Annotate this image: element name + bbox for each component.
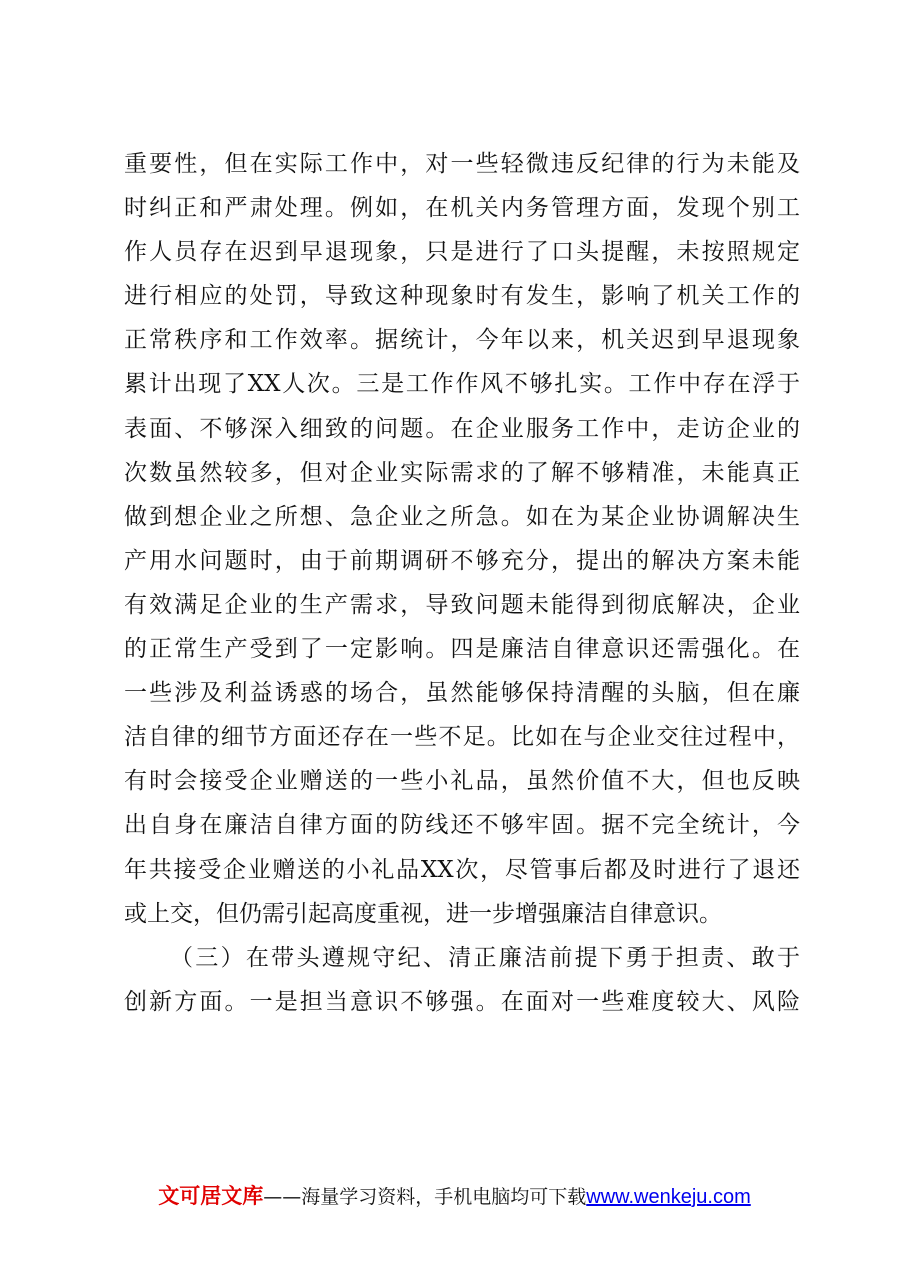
- text-line: 或上交，但仍需引起高度重视，进一步增强廉洁自律意识。: [124, 900, 722, 927]
- text-line: 洁自律的细节方面还存在一些不足。比如在与企业交往过程中，: [124, 724, 800, 751]
- text-line: 表面、不够深入细致的问题。在企业服务工作中，走访企业的: [124, 415, 800, 442]
- paragraph-2: [124, 936, 800, 1024]
- text-line: 次数虽然较多，但对企业实际需求的了解不够精准，未能真正: [124, 459, 800, 486]
- paragraph-1: [124, 142, 800, 936]
- website-link[interactable]: www.wenkeju.com: [586, 1186, 751, 1208]
- text-line: 的正常生产受到了一定影响。四是廉洁自律意识还需强化。在: [124, 636, 800, 663]
- section-heading-line: （三）在带头遵规守纪、清正廉洁前提下勇于担责、敢于: [170, 944, 800, 971]
- brand-name: 文可居文库: [158, 1184, 264, 1208]
- text-line: 时纠正和严肃处理。例如，在机关内务管理方面，发现个别工: [124, 195, 800, 222]
- text-line: 出自身在廉洁自律方面的防线还不够牢固。据不完全统计，今: [124, 812, 800, 839]
- text-line: 作人员存在迟到早退现象，只是进行了口头提醒，未按照规定: [124, 239, 800, 266]
- document-body: [124, 142, 800, 1024]
- text-line: 一些涉及利益诱惑的场合，虽然能够保持清醒的头脑，但在廉: [124, 680, 800, 707]
- text-line: 创新方面。一是担当意识不够强。在面对一些难度较大、风险: [124, 988, 800, 1015]
- text-line: 年共接受企业赠送的小礼品XX次，尽管事后都及时进行了退还: [124, 856, 800, 883]
- text-line: 有效满足企业的生产需求，导致问题未能得到彻底解决，企业: [124, 591, 800, 618]
- text-line: 正常秩序和工作效率。据统计，今年以来，机关迟到早退现象: [124, 327, 800, 354]
- text-line: 进行相应的处罚，导致这种现象时有发生，影响了机关工作的: [124, 283, 800, 310]
- text-line: 重要性，但在实际工作中，对一些轻微违反纪律的行为未能及: [124, 151, 800, 177]
- text-line: 做到想企业之所想、急企业之所急。如在为某企业协调解决生: [124, 503, 800, 530]
- text-line: 产用水问题时，由于前期调研不够充分，提出的解决方案未能: [124, 547, 800, 574]
- text-line: 累计出现了XX人次。三是工作作风不够扎实。工作中存在浮于: [124, 371, 800, 398]
- text-line: 有时会接受企业赠送的一些小礼品，虽然价值不大，但也反映: [124, 768, 800, 795]
- footer-tagline: ——海量学习资料，手机电脑均可下载: [263, 1186, 587, 1208]
- footer-banner: [0, 1180, 909, 1210]
